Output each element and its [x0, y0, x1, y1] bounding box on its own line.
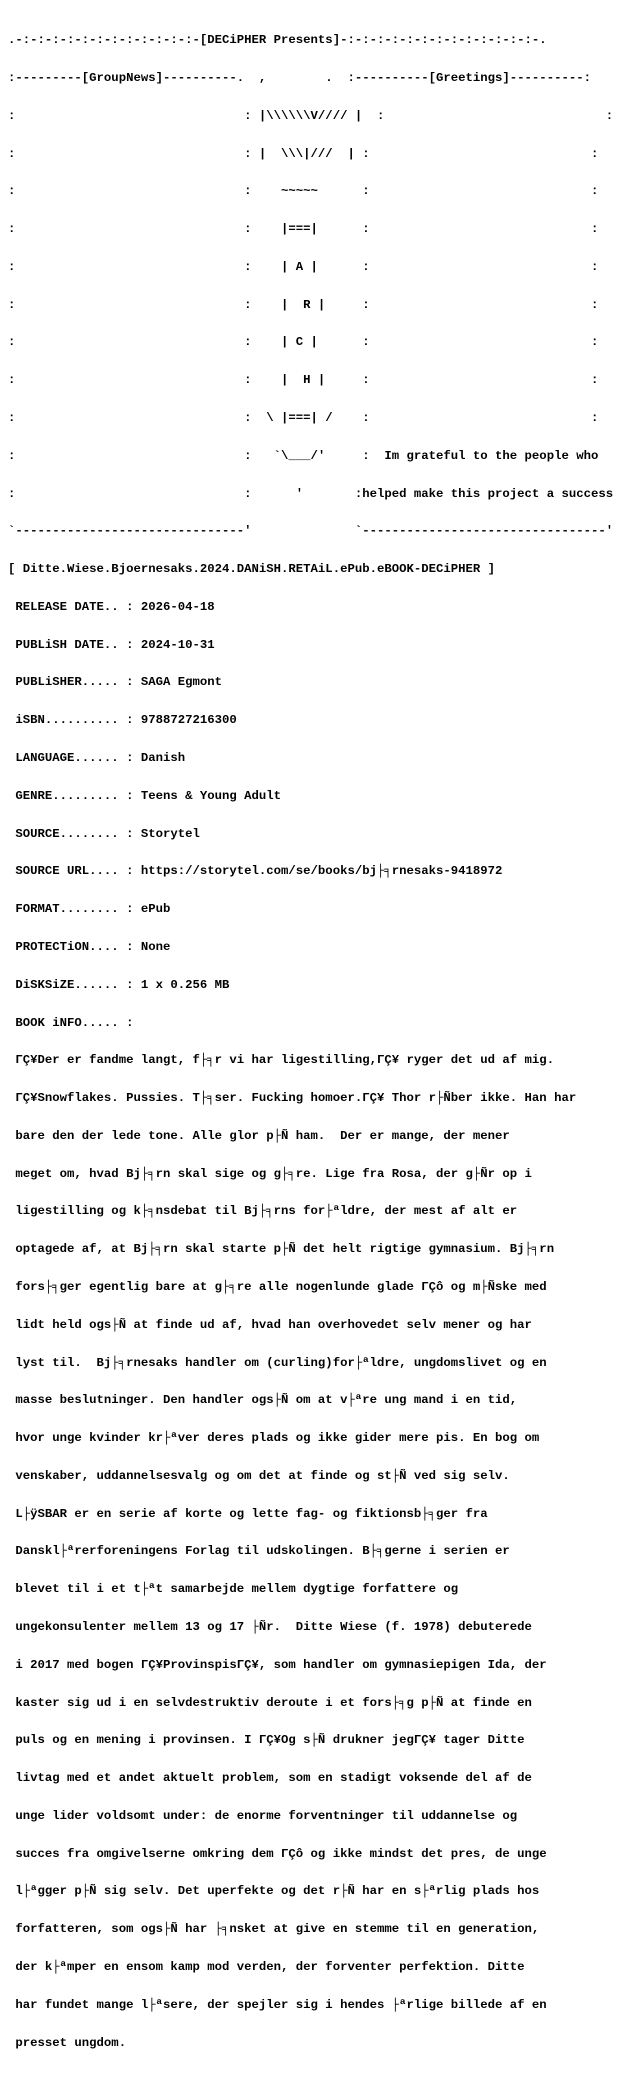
book-info-text-line: forfatteren, som ogs├Ñ har ├╕nsket at give en stemme til en generation,: [8, 1922, 540, 1937]
nfo-panel-header-line: :---------[GroupNews]----------. , . :----------[Greetings]----------:: [8, 70, 591, 85]
publish-date-row: PUBLiSH DATE.. : 2024-10-31: [8, 637, 215, 652]
book-info-text-line: puls og en mening i provinsen. I ΓÇ¥Og s├Ñ drukner jegΓÇ¥ tager Ditte: [8, 1733, 525, 1748]
book-info-text-line: lyst til. Bj├╕rnesaks handler om (curling)for├ªldre, ungdomslivet og en: [8, 1355, 547, 1370]
format-row: FORMAT........ : ePub: [8, 902, 171, 917]
nfo-art-line: : : | H | : :: [8, 373, 599, 388]
release-date-row: RELEASE DATE.. : 2026-04-18: [8, 599, 215, 614]
nfo-panel-footer-line: `-------------------------------' `---------------------------------': [8, 524, 614, 539]
book-info-text-line: lidt held ogs├Ñ at finde ud af, hvad han overhovedet selv mener og har: [8, 1317, 532, 1332]
book-info-text-line: meget om, hvad Bj├╕rn skal sige og g├╕re. Lige fra Rosa, der g├Ñr op i: [8, 1166, 532, 1181]
nfo-art-line: : : | R | : :: [8, 297, 599, 312]
nfo-greetings-line: : : ' :helped make this project a success: [8, 486, 614, 501]
nfo-art-line: : : | \\\|/// | : :: [8, 146, 599, 161]
book-info-text-line: blevet til i et t├ªt samarbejde mellem dygtige forfattere og: [8, 1582, 459, 1597]
nfo-art-line: : : |===| : :: [8, 222, 599, 237]
book-info-text-line: bare den der lede tone. Alle glor p├Ñ ham. Der er mange, der mener: [8, 1128, 510, 1143]
genre-row: GENRE......... : Teens & Young Adult: [8, 788, 282, 803]
book-info-text-line: presset ungdom.: [8, 2035, 127, 2050]
book-info-text-line: succes fra omgivelserne omkring dem ΓÇô og ikke mindst det pres, de unge: [8, 1846, 547, 1861]
isbn-row: iSBN.......... : 9788727216300: [8, 713, 237, 728]
nfo-art-line: : : \ |===| / : :: [8, 411, 599, 425]
nfo-art-line: : : | C | : :: [8, 335, 599, 350]
book-info-text-line: l├ªgger p├Ñ sig selv. Det uperfekte og det r├Ñ har en s├ªrlig plads hos: [8, 1884, 540, 1899]
protection-row: PROTECTiON.... : None: [8, 939, 171, 954]
nfo-art-line: : : ~~~~~ : :: [8, 184, 599, 199]
book-info-text-line: L├ÿSBAR er en serie af korte og lette fag- og fiktionsb├╕ger fra: [8, 1506, 488, 1521]
nfo-art-line: : : |\\\\\\V//// | : :: [8, 108, 614, 123]
book-info-text-line: har fundet mange l├ªsere, der spejler sig i hendes ├ªrlige billede af en: [8, 1997, 547, 2012]
nfo-banner-line: .-:-:-:-:-:-:-:-:-:-:-:-:-[DECiPHER Presents]-:-:-:-:-:-:-:-:-:-:-:-:-:-.: [8, 33, 547, 48]
book-info-text-line: hvor unge kvinder kr├ªver deres plads og ikke gider mere pis. En bog om: [8, 1431, 540, 1446]
language-row: LANGUAGE...... : Danish: [8, 751, 186, 766]
book-info-row: BOOK iNFO..... :: [8, 1015, 134, 1030]
book-info-text-line: ungekonsulenter mellem 13 og 17 ├Ñr. Ditte Wiese (f. 1978) debuterede: [8, 1620, 532, 1634]
nfo-art-line: : : | A | : :: [8, 259, 599, 274]
nfo-greetings-line: : : `\___/' : Im grateful to the people who: [8, 448, 599, 463]
publisher-row: PUBLiSHER..... : SAGA Egmont: [8, 675, 223, 690]
disksize-row: DiSKSiZE...... : 1 x 0.256 MB: [8, 977, 230, 992]
book-info-text-line: optagede af, at Bj├╕rn skal starte p├Ñ det helt rigtige gymnasium. Bj├╕rn: [8, 1242, 555, 1257]
book-info-text-line: ΓÇ¥Snowflakes. Pussies. T├╕ser. Fucking homoer.ΓÇ¥ Thor r├Ñber ikke. Han har: [8, 1091, 577, 1106]
book-info-text-line: ΓÇ¥Der er fandme langt, f├╕r vi har ligestilling,ΓÇ¥ ryger det ud af mig.: [8, 1053, 555, 1068]
nfo-text: [8, 9, 613, 2100]
book-info-text-line: masse beslutninger. Den handler ogs├Ñ om at v├ªre ung mand i en tid,: [8, 1393, 518, 1408]
book-info-text-line: kaster sig ud i en selvdestruktiv deroute i et fors├╕g p├Ñ at finde en: [8, 1695, 532, 1710]
source-url-row: SOURCE URL.... : https://storytel.com/se/books/bj├╕rnesaks-9418972: [8, 864, 503, 879]
book-info-text-line: i 2017 med bogen ΓÇ¥ProvinspisΓÇ¥, som handler om gymnasiepigen Ida, der: [8, 1657, 547, 1672]
book-info-text-line: ligestilling og k├╕nsdebat til Bj├╕rns for├ªldre, der mest af alt er: [8, 1204, 518, 1219]
book-info-text-line: Danskl├ªrerforeningens Forlag til udskolingen. B├╕gerne i serien er: [8, 1544, 510, 1559]
book-info-text-line: venskaber, uddannelsesvalg og om det at finde og st├Ñ ved sig selv.: [8, 1468, 510, 1483]
book-info-text-line: unge lider voldsomt under: de enorme forventninger til uddannelse og: [8, 1808, 518, 1823]
book-info-text-line: [8, 2074, 613, 2087]
book-info-text-line: fors├╕ger egentlig bare at g├╕re alle nogenlunde glade ΓÇô og m├Ñske med: [8, 1279, 547, 1294]
book-info-text-line: livtag med et andet aktuelt problem, som en stadigt voksende del af de: [8, 1771, 532, 1786]
book-info-text-line: der k├ªmper en ensom kamp mod verden, der forventer perfektion. Ditte: [8, 1960, 525, 1975]
source-row: SOURCE........ : Storytel: [8, 826, 200, 841]
release-name: [ Ditte.Wiese.Bjoernesaks.2024.DANiSH.RETAiL.ePub.eBOOK-DECiPHER ]: [8, 562, 496, 577]
